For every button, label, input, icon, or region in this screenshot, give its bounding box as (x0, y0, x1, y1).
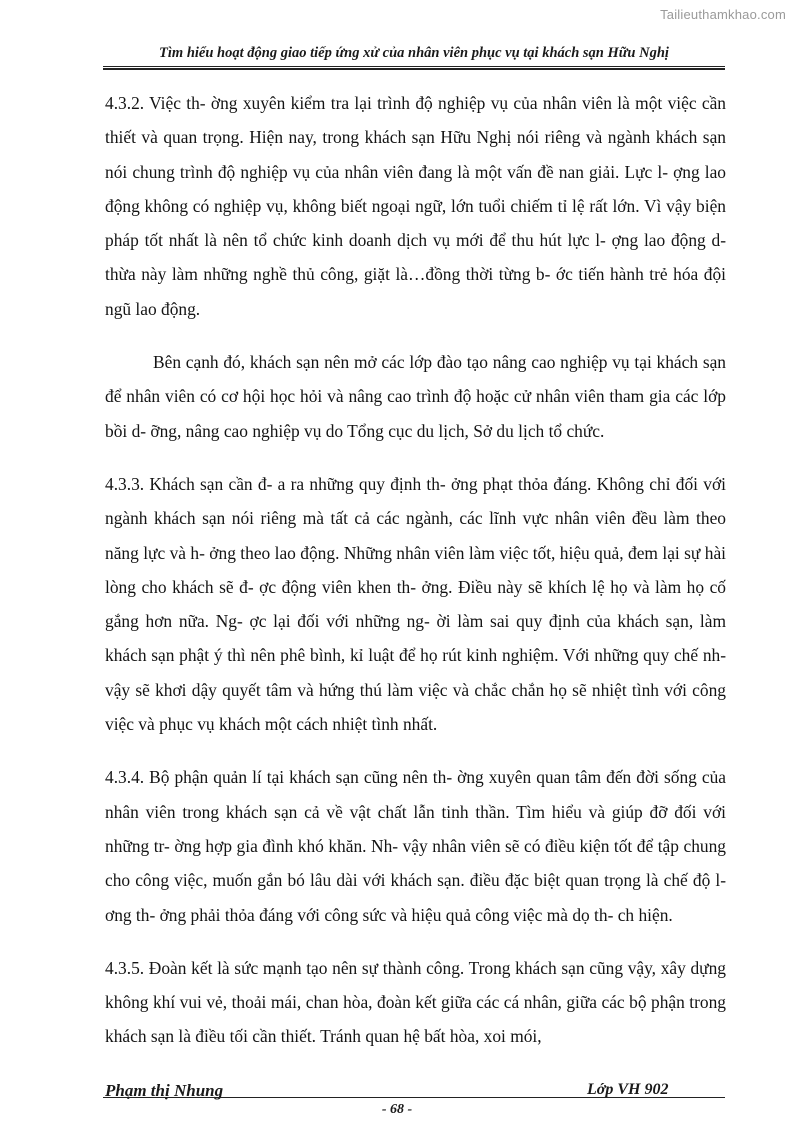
page-number: - 68 - (381, 1102, 413, 1117)
footer-divider (103, 1097, 725, 1098)
footer-author: Phạm thị Nhung (105, 1081, 224, 1100)
watermark-text: Tailieuthamkhao.com (660, 7, 786, 22)
running-header-title: Tìm hiểu hoạt động giao tiếp ứng xử của nhân viên phục vụ tại khách sạn Hữu Nghị (159, 45, 669, 61)
paragraph-training: Bên cạnh đó, khách sạn nên mở các lớp đào tạo nâng cao nghiệp vụ tại khách sạn để nhân viên có cơ hội học hỏi và nâng cao trình độ hoặc cử nhân viên tham gia các lớp bồi d- ỡng, nâng cao nghiệp vụ do Tổng cục du lịch, Sở du lịch tổ chức. (105, 352, 726, 441)
document-body (105, 86, 726, 1073)
paragraph-4-3-4: 4.3.4. Bộ phận quản lí tại khách sạn cũng nên th- ờng xuyên quan tâm đến đời sống của nhân viên trong khách sạn cả về vật chất lẫn tinh thần. Tìm hiểu và giúp đỡ đối với những tr- ờng hợp gia đình khó khăn. Nh- vậy nhân viên sẽ có điều kiện tốt để tập chung cho công việc, muốn gắn bó lâu dài với khách sạn. điều đặc biệt quan trọng là chế độ l- ơng th- ởng phải thỏa đáng với công sức và hiệu quả công việc mà dọ th- ch hiện. (105, 767, 726, 925)
footer-class: Lớp VH 902 (587, 1081, 669, 1098)
paragraph-4-3-5: 4.3.5. Đoàn kết là sức mạnh tạo nên sự thành công. Trong khách sạn cũng vậy, xây dựng không khí vui vẻ, thoải mái, chan hòa, đoàn kết giữa các cá nhân, giữa các bộ phận trong khách sạn là điều tối cần thiết. Tránh quan hệ bất hòa, xoi mói, (105, 957, 726, 1047)
paragraph-4-3-2: 4.3.2. Việc th- ờng xuyên kiểm tra lại trình độ nghiệp vụ của nhân viên là một việc cần thiết và quan trọng. Hiện nay, trong khách sạn Hữu Nghị nói riêng và ngành khách sạn nói chung trình độ nghiệp vụ của nhân viên đang là một vấn đề nan giải. Lực l- ợng lao động không có nghiệp vụ, không biết ngoại ngữ, lớn tuổi chiếm tỉ lệ rất lớn. Vì vậy biện pháp tốt nhất là nên tổ chức kinh doanh dịch vụ mới để thu hút lực l- ợng lao động d- thừa này làm những nghề thủ công, giặt là…đồng thời từng b- ớc tiến hành trẻ hóa đội ngũ lao động. (105, 93, 726, 319)
paragraph-4-3-3: 4.3.3. Khách sạn cần đ- a ra những quy định th- ởng phạt thỏa đáng. Không chỉ đối với ngành khách sạn nói riêng mà tất cả các ngành, các lĩnh vực nhân viên đều làm theo năng lực và h- ởng theo lao động. Những nhân viên làm việc tốt, hiệu quả, đem lại sự hài lòng cho khách sẽ đ- ợc động viên khen th- ởng. Điều này sẽ khích lệ họ và làm họ cố gắng hơn nữa. Ng- ợc lại đối với những ng- ời làm sai quy định của khách sạn, làm khách sạn phật ý thì nên phê bình, kỉ luật để họ rút kinh nghiệm. Với những quy chế nh- vậy sẽ khơi dậy quyết tâm và hứng thú làm việc và chắc chắn họ sẽ nhiệt tình với công việc và phục vụ khách một cách nhiệt tình nhất. (105, 473, 726, 735)
header-divider (103, 66, 725, 70)
